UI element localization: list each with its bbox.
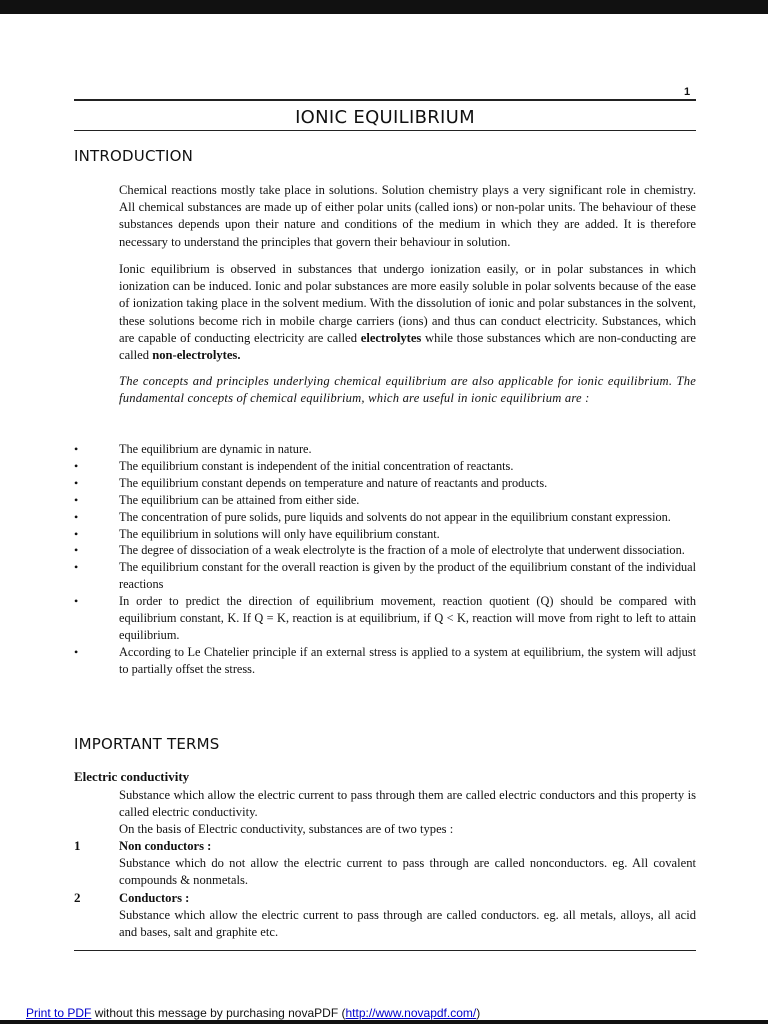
term-text-conductors: Substance which allow the electric current to pass through are called conductors. eg. all metals, alloys, all acid and bases, salt and graphite etc. [119, 908, 696, 939]
list-item: • The concentration of pure solids, pure liquids and solvents do not appear in the equilibrium constant expression. [74, 509, 671, 524]
header-rule-bottom [74, 130, 696, 131]
term-non-electrolytes: non-electrolytes. [152, 348, 241, 363]
list-item: • In order to predict the direction of equilibrium movement, reaction quotient (Q) should be compared with equilibrium constant, K. If Q = K, reaction is at equilibrium, if Q < K, reaction will move from right to left to attain equilibrium. [74, 594, 696, 642]
introduction-heading: INTRODUCTION [74, 147, 194, 165]
term-title-conductors: Conductors : [119, 891, 190, 905]
intro-paragraph-3: The concepts and principles underlying chemical equilibrium are also applicable for ionic equilibrium. The fundamental concepts of chemical equilibrium, which are useful in ionic equilibrium are : [119, 374, 696, 406]
term-title-non-conductors: Non conductors : [119, 839, 212, 853]
novapdf-footer: Print to PDF without this message by purchasing novaPDF (http://www.novapdf.com/) [0, 1006, 768, 1024]
important-terms-heading: IMPORTANT TERMS [74, 735, 220, 753]
conductivity-definition: Substance which allow the electric current to pass through them are called electric conductors and this property is called electric conductivity. [119, 788, 696, 819]
novapdf-url-link[interactable]: http://www.novapdf.com/ [345, 1006, 477, 1020]
list-item: • The equilibrium are dynamic in nature. [74, 442, 312, 456]
list-item: • The equilibrium constant for the overall reaction is given by the product of the equilibrium constant of the individual reactions [74, 560, 696, 592]
page-number: 1 [684, 86, 691, 98]
top-black-bar [0, 0, 768, 14]
header-rule-top [74, 99, 696, 101]
intro-paragraph-1: Chemical reactions mostly take place in solutions. Solution chemistry plays a very significant role in chemistry. All chemical substances are made up of either polar units (called ions) or non-polar units. The behaviour of these substances depends upon their nature and conditions of the medium in which they are added. It is therefore necessary to understand the principles that govern their behaviour in solution. [119, 183, 696, 249]
electric-conductivity-subheading: Electric conductivity [74, 769, 190, 784]
conductivity-types-intro: On the basis of Electric conductivity, substances are of two types : [119, 822, 454, 836]
print-to-pdf-link[interactable]: Print to PDF [26, 1006, 92, 1020]
bottom-black-bar [0, 1020, 768, 1024]
list-item: • The equilibrium constant is independent of the initial concentration of reactants. [74, 458, 514, 473]
term-electrolytes: electrolytes [360, 330, 422, 345]
page-title: IONIC EQUILIBRIUM [295, 107, 475, 128]
term-text-non-conductors: Substance which do not allow the electric current to pass through are called nonconductors. eg. All covalent compounds & nonmetals. [119, 856, 696, 887]
equilibrium-concepts-list [74, 441, 696, 678]
intro-paragraph-2: Ionic equilibrium is observed in substances that undergo ionization easily, or in polar substances in which ionization can be induced. Ionic and polar substances are more easily soluble in polar solvents because of the ease of ionization taking place in the solvent medium. With the dissolution of ionic and polar substances in the solvent, these solutions become rich in mobile charge carriers (ions) and thus can conduct electricity. Substances, which are capable of conducting electricity are called electrolytes while those substances which are non-conducting are called non-electrolytes. [119, 262, 696, 363]
list-item: • The equilibrium can be attained from either side. [74, 492, 360, 507]
page-bottom-rule [74, 950, 696, 951]
list-item: • The degree of dissociation of a weak electrolyte is the fraction of a mole of electrolyte that underwent dissociation. [74, 543, 685, 558]
term-number-2: 2 [74, 890, 81, 905]
list-item: • The equilibrium constant depends on temperature and nature of reactants and products. [74, 475, 548, 490]
term-number-1: 1 [74, 838, 81, 853]
list-item: • According to Le Chatelier principle if an external stress is applied to a system at equilibrium, the system will adjust to partially offset the stress. [74, 644, 696, 676]
list-item: • The equilibrium in solutions will only have equilibrium constant. [74, 526, 440, 541]
